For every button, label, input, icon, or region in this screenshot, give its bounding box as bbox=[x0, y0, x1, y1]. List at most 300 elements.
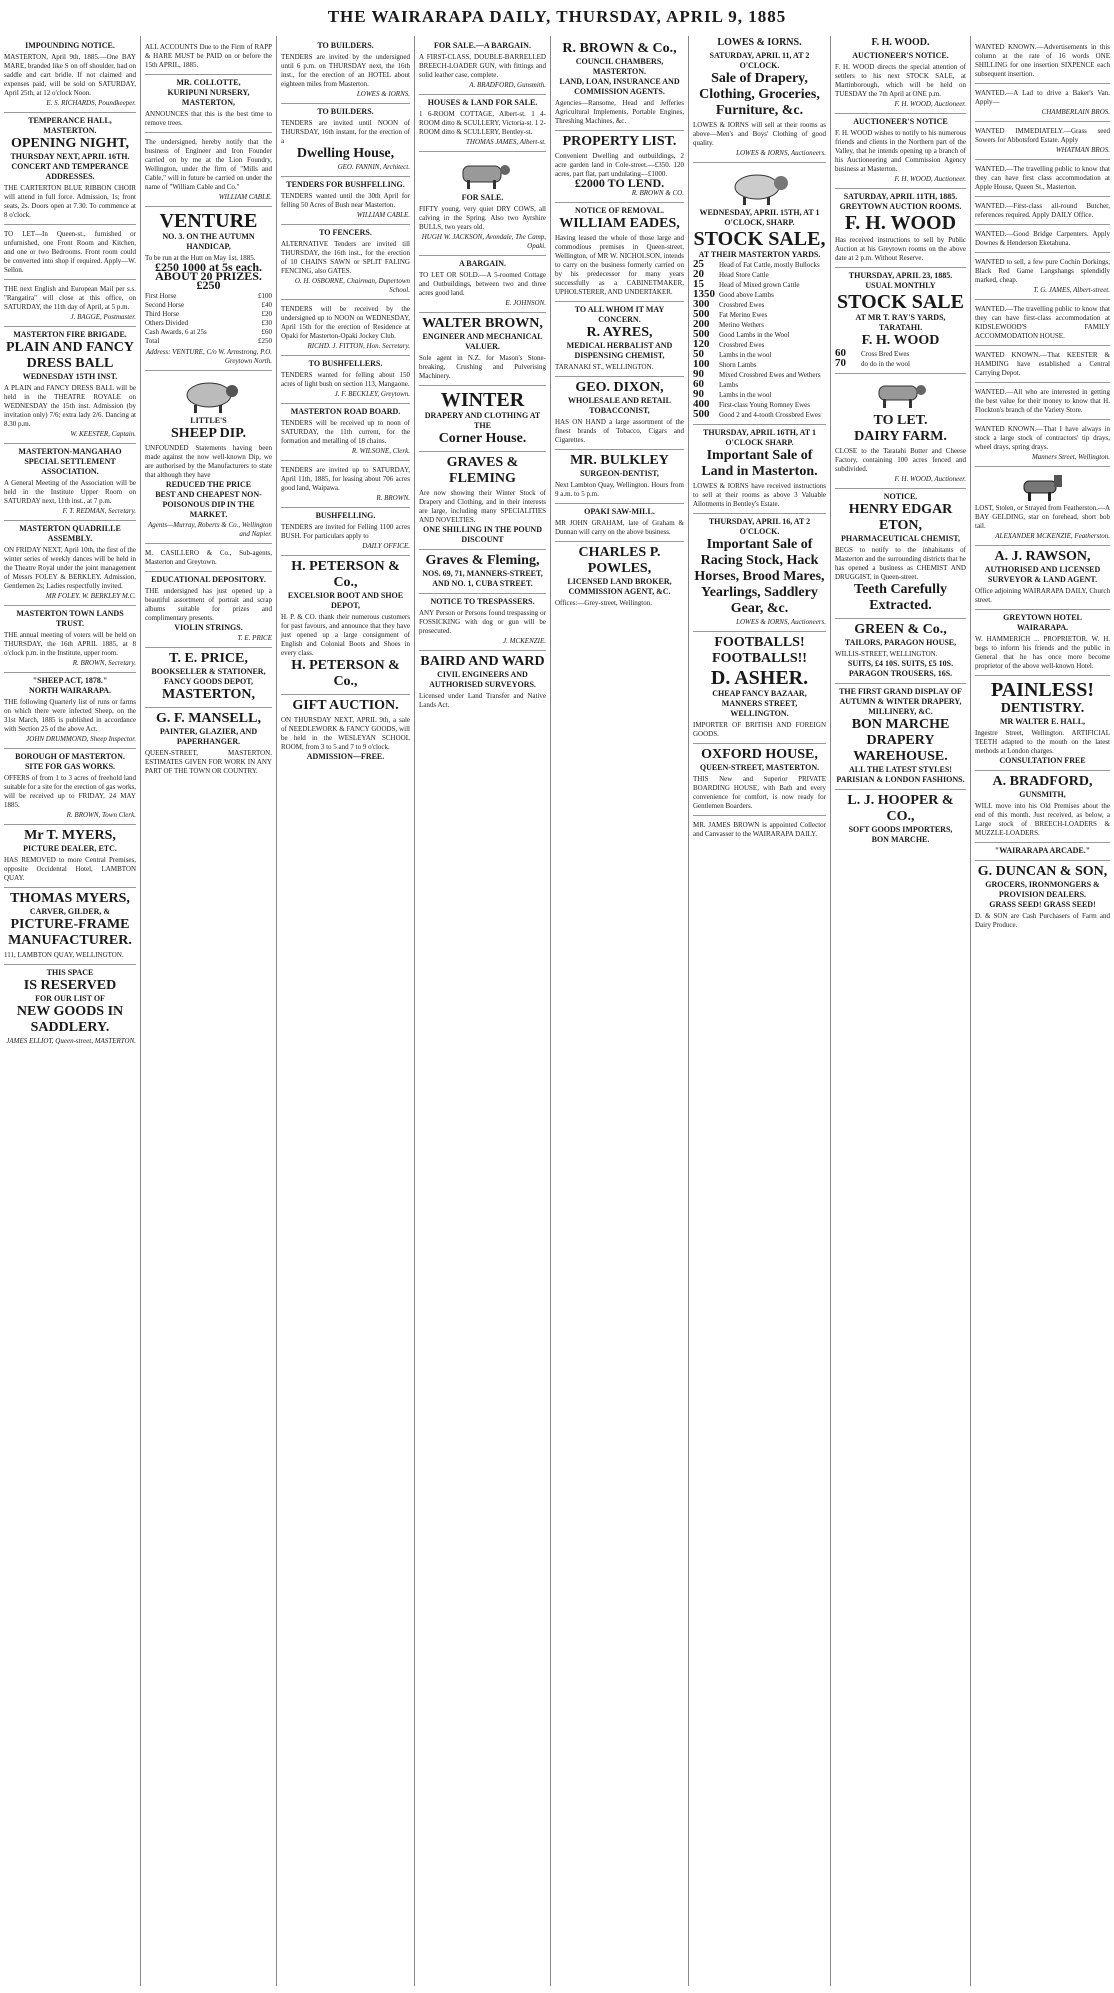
ad-subtitle: TAILORS, PARAGON HOUSE, bbox=[844, 638, 957, 647]
ad-headline: GIFT AUCTION. bbox=[292, 698, 399, 713]
lot-description: Head of Mixed grown Cattle bbox=[719, 281, 800, 289]
lot-quantity: 200 bbox=[693, 318, 710, 330]
ad-title: TEMPERANCE HALL, MASTERTON. bbox=[28, 116, 112, 135]
sheep-illustration-icon bbox=[174, 377, 244, 413]
ad-title: Corner House. bbox=[438, 431, 527, 446]
lot-quantity: 90 bbox=[693, 368, 704, 380]
ad-body: AT MR T. RAY'S YARDS, TARATAHI. bbox=[855, 313, 946, 332]
ad-dentistry bbox=[975, 676, 1110, 771]
lot-description: Head Store Cattle bbox=[719, 271, 769, 279]
ad-body: Agencies—Ransome, Head and Jefferies Agricultural Implements, Portable Engines, Threshing Machines, &c. bbox=[555, 99, 684, 125]
lot-quantity: 120 bbox=[693, 338, 710, 350]
ad-body: Licensed under Land Transfer and Native Lands Act. bbox=[419, 692, 546, 709]
ad-title: HOUSES & LAND FOR SALE. bbox=[427, 98, 538, 107]
ad-impounding bbox=[4, 38, 136, 113]
ad-oxford-house bbox=[693, 744, 826, 816]
ad-subtitle: REDUCED THE PRICE bbox=[165, 480, 252, 489]
ad-road-board bbox=[281, 404, 410, 461]
ad-subtitle: SURGEON-DENTIST, bbox=[580, 469, 659, 478]
ad-body: ALL ACCOUNTS Due to the Firm of RAPP & HARE MUST be PAID on or before the 15th APRIL, 1885. bbox=[145, 43, 272, 69]
ad-body: WANTED KNOWN.—That I have always in stock a large stock of contractors' tip drays, wheel drays, spring drays. bbox=[975, 425, 1110, 451]
ad-title: NOTICE. bbox=[883, 492, 918, 501]
ad-title: TO BUSHFELLERS. bbox=[308, 359, 383, 368]
ad-subtitle: ONE SHILLING IN THE POUND DISCOUNT bbox=[423, 525, 542, 544]
ad-cows-for-sale bbox=[419, 152, 546, 256]
ad-wanted-6 bbox=[975, 225, 1110, 253]
stock-lot bbox=[693, 360, 826, 370]
ad-body: TENDERS are invited until NOON of THURSDAY, 16th instant, for the erection of a bbox=[281, 119, 410, 145]
ad-hooper bbox=[835, 790, 966, 849]
ad-title: THE FIRST GRAND DISPLAY OF AUTUMN & WINTER DRAPERY, MILLINERY, &C. bbox=[839, 687, 962, 716]
ad-body: WANTED IMMEDIATELY.—Grass seed Sowers for Abbotsford Estate. Apply bbox=[975, 127, 1110, 144]
ad-subtitle: ADMISSION—FREE. bbox=[306, 752, 385, 761]
lot-description: Lambs bbox=[719, 381, 739, 389]
ad-body: TENDERS are invited for Felling 1100 acres BUSH. For particulars apply to bbox=[281, 523, 410, 540]
ad-body: Having leased the whole of those large and commodious premises in Queen-street, Wellington, of MR W. NICHOLSON, intends to carry on the business formerly carried on by his predecessor for many years successfully as a CABINETMAKER, UPHOLSTERER, AND UNDERTAKER. bbox=[555, 234, 684, 296]
ad-headline-2: CONCERT AND TEMPERANCE ADDRESSES. bbox=[11, 162, 129, 181]
ad-title: MR. COLLOTTE, bbox=[176, 78, 241, 87]
ad-title: GREYTOWN HOTEL bbox=[1003, 613, 1082, 622]
ad-headline-2: FOOTBALLS!! bbox=[712, 651, 807, 666]
ad-collector bbox=[693, 816, 826, 843]
ad-headline: WALTER BROWN, bbox=[422, 316, 543, 331]
ad-body: THE annual meeting of voters will be held on THURSDAY, the 16th APRIL 1885, at 8 o'clock p.m. in the Institute, upper room. bbox=[4, 631, 136, 657]
ad-signature: T. G. JAMES, Albert-street. bbox=[1033, 286, 1110, 294]
ad-title: MASTERTON-MANGAHAO SPECIAL SETTLEMENT ASSOCIATION. bbox=[18, 447, 122, 476]
ad-body: D. & SON are Cash Purchasers of Farm and Dairy Produce. bbox=[975, 912, 1110, 929]
lot-quantity: 70 bbox=[835, 357, 846, 369]
ad-subtitle: THURSDAY, APRIL 16, AT 2 O'CLOCK. bbox=[708, 517, 811, 536]
ad-ayres bbox=[555, 302, 684, 377]
stock-lot-list bbox=[693, 260, 826, 420]
ad-body: QUEEN-STREET, MASTERTON. ESTIMATES GIVEN FOR WORK IN ANY PART OF THE TOWN OR COUNTRY. bbox=[145, 749, 272, 775]
prize-row: Total £250 bbox=[145, 337, 272, 345]
ad-headline: Graves & Fleming, bbox=[425, 553, 540, 568]
ad-subtitle: WEDNESDAY, APRIL 15TH, AT 1 O'CLOCK, SHARP. bbox=[699, 208, 820, 227]
ad-body: IMPORTER OF BRITISH AND FOREIGN GOODS. bbox=[693, 721, 826, 738]
ad-body: A General Meeting of the Association will be held in the Institute Upper Room on SATURDAY next, 11th inst., at 7 p.m. bbox=[4, 479, 136, 505]
ad-signature: THOMAS JAMES, Albert-st. bbox=[466, 138, 546, 146]
ad-headline: HENRY EDGAR ETON, bbox=[848, 502, 953, 533]
lot-description: Crossbred Ewes bbox=[719, 301, 765, 309]
column-3 bbox=[276, 36, 414, 1986]
ad-gun-bargain bbox=[419, 38, 546, 95]
ad-subtitle: CIVIL ENGINEERS AND AUTHORISED SURVEYORS. bbox=[429, 670, 536, 689]
column-header: F. H. WOOD. bbox=[871, 37, 930, 48]
ad-headline: Important Sale of Land in Masterton. bbox=[701, 448, 818, 479]
lot-quantity: 1350 bbox=[693, 288, 715, 300]
ad-headline: R. BROWN & Co., bbox=[562, 41, 677, 56]
ad-wanted-3 bbox=[975, 122, 1110, 160]
ad-bushfellers bbox=[281, 356, 410, 404]
ad-subtitle: GROCERS, IRONMONGERS & PROVISION DEALERS. bbox=[985, 880, 1100, 899]
ad-green-tailors bbox=[835, 619, 966, 684]
ad-body: WILLIS-STREET, WELLINGTON. bbox=[835, 650, 938, 658]
ad-builders-2 bbox=[281, 104, 410, 177]
ad-body: To be run at the Hutt on May 1st, 1885. bbox=[145, 254, 256, 262]
ad-signature: R. BROWN, Town Clerk. bbox=[66, 811, 136, 819]
ad-headline: WINTER bbox=[440, 389, 525, 411]
ad-quadrille bbox=[4, 521, 136, 606]
ad-cottage-bargain bbox=[419, 256, 546, 313]
lot-description: Good above Lambs bbox=[719, 291, 774, 299]
stock-lot bbox=[693, 260, 826, 270]
ad-body: WILL move into his Old Premises about the end of this month. Just received, as below, a Large stock of BREECH-LOADERS & MUZZLE-LOADERS. bbox=[975, 802, 1110, 837]
ad-body: BON MARCHE. bbox=[871, 835, 930, 844]
ad-body: M. CASILLERO & Co., Sub-agents, Masterton and Greytown. bbox=[145, 549, 272, 566]
ad-dairy-farm bbox=[835, 374, 966, 489]
ad-fencers bbox=[281, 225, 410, 300]
ad-signature: T. E. PRICE bbox=[237, 634, 272, 642]
prize-row: Others Divided £30 bbox=[145, 319, 272, 327]
ad-powles bbox=[555, 542, 684, 612]
stock-lot bbox=[693, 300, 826, 310]
lot-quantity: 15 bbox=[693, 278, 704, 290]
stock-lot bbox=[835, 349, 966, 359]
column-8 bbox=[970, 36, 1114, 1986]
stock-lot bbox=[693, 270, 826, 280]
ad-headline: Mr T. MYERS, bbox=[24, 828, 116, 843]
ad-title: LITTLE'S bbox=[190, 416, 227, 425]
ad-title: USUAL MONTHLY bbox=[865, 281, 936, 290]
ad-body: A FIRST-CLASS, DOUBLE-BARRELLED BREECH-LOADER GUN, with fittings and solid leather case, complete. bbox=[419, 53, 546, 79]
ad-peterson bbox=[281, 556, 410, 695]
lot-quantity: 60 bbox=[693, 378, 704, 390]
ad-graves-fleming bbox=[419, 452, 546, 550]
ad-price: £250 1000 at 5s each. ABOUT 20 PRIZES. £250 bbox=[155, 260, 262, 292]
ad-headline: BAIRD AND WARD bbox=[420, 654, 545, 669]
ad-wanted-4 bbox=[975, 160, 1110, 197]
ad-body: WANTED KNOWN.—Advertisements in this column at the rate of 16 words ONE SHILLING for one insertion SIXPENCE each subsequent insertion. bbox=[975, 43, 1110, 78]
ad-mansell bbox=[145, 708, 272, 780]
ad-signature: JAMES ELLIOT, Queen-street, MASTERTON. bbox=[6, 1037, 136, 1045]
ad-body: Offices:—Grey-street, Wellington. bbox=[555, 599, 652, 607]
stock-lot bbox=[693, 380, 826, 390]
ad-title: FOR SALE. bbox=[461, 193, 504, 202]
ad-signature: E. JOHNSON. bbox=[505, 299, 546, 307]
ad-body: Next Lambton Quay, Wellington. Hours from 9 a.m. to 5 p.m. bbox=[555, 481, 684, 498]
stock-lot bbox=[693, 410, 826, 420]
ad-signature: R. WILSONE, Clerk. bbox=[351, 447, 410, 455]
ad-sheep-dip bbox=[145, 371, 272, 544]
ad-title: "SHEEP ACT, 1878." bbox=[32, 676, 108, 685]
stock-lot-list bbox=[835, 349, 966, 369]
ad-body: The undersigned, hereby notify that the business of Engineer and Iron Founder carried on by me at the Lion Foundry, Wellington, under the firm of "Mills and Cable," will in future be carried on under the name of "William Cable and Co." bbox=[145, 138, 272, 191]
ad-venture bbox=[145, 207, 272, 371]
lot-quantity: 500 bbox=[693, 328, 710, 340]
ad-body: Ingestre Street, Wellington. ARTIFICIAL TEETH adapted to the mouth on the latest methods at London charges. bbox=[975, 729, 1110, 755]
ad-headline: L. J. HOOPER & CO., bbox=[847, 793, 954, 824]
ad-title: FOR SALE.—A BARGAIN. bbox=[434, 41, 531, 50]
ad-consultation: CONSULTATION FREE bbox=[999, 756, 1086, 765]
ad-wanted-9 bbox=[975, 346, 1110, 383]
ad-body: TENDERS wanted for felling about 150 acres of light bush on section 113, Mangaone. bbox=[281, 371, 410, 388]
prize-row: First Horse £100 bbox=[145, 292, 272, 300]
ad-subtitle: PHARMACEUTICAL CHEMIST, bbox=[841, 534, 960, 543]
ad-signature: ALEXANDER MCKENZIE, Featherston. bbox=[995, 532, 1110, 540]
ad-headline: G. DUNCAN & SON, bbox=[977, 864, 1108, 879]
ad-signature: LOWES & IORNS, Auctioneers. bbox=[736, 149, 826, 157]
column-1 bbox=[0, 36, 140, 1986]
ad-myers bbox=[4, 825, 136, 888]
ad-title: TO BUILDERS. bbox=[317, 41, 374, 50]
ad-body: ON THURSDAY NEXT, APRIL 9th, a sale of NEEDLEWORK & FANCY GOODS, will be held in the WESLEYAN SCHOOL ROOM, from 3 to 5 and 7 to 9 o'clock. bbox=[281, 716, 410, 751]
column-header: LOWES & IORNS. bbox=[717, 37, 802, 48]
ad-signature: Agents—Murray, Roberts & Co., Wellington and Napier. bbox=[148, 521, 272, 538]
ad-signature: E. S. RICHARDS, Poundkeeper. bbox=[46, 99, 136, 107]
ad-subtitle: THURSDAY, APRIL 23, 1885. bbox=[848, 271, 953, 280]
ad-signature: GEO. FANNIN, Architect. bbox=[337, 163, 410, 171]
ad-title: FANCY GOODS DEPOT, bbox=[164, 677, 253, 686]
ad-signature: F. T. REDMAN, Secretary. bbox=[62, 507, 136, 515]
ad-body: THE CARTERTON BLUE RIBBON CHOIR will attend in full force. Admission, 1s; front seats, 2s. Doors open at 7.30. To commence at 8 o'clock. bbox=[4, 184, 136, 219]
lot-description: Shorn Lambs bbox=[719, 361, 757, 369]
column-5 bbox=[550, 36, 688, 1986]
ad-body: ALTERNATIVE Tenders are invited till THURSDAY, the 16th inst., for the erection of 10 CHAINS SAWN or SPLIT FALING FENCING, also GATES. bbox=[281, 240, 410, 275]
ad-subtitle: ENGINEER AND MECHANICAL VALUER. bbox=[422, 332, 543, 351]
ad-monthly-stock-sale bbox=[835, 268, 966, 374]
stock-lot bbox=[693, 330, 826, 340]
ad-title: MASTERTON TOWN LANDS TRUST. bbox=[16, 609, 124, 628]
ad-body: ON FRIDAY NEXT, April 10th, the first of the winter series of weekly dances will be held in the Theatre Royal under the joint management of Messrs FOLEY & BERKLEY. Admission, Gentlemen 2s; Ladies respectfully invited. bbox=[4, 546, 136, 590]
ad-headline: PLAIN AND FANCY DRESS BALL bbox=[5, 340, 135, 371]
ad-body: TO LET OR SOLD.—A 5-roomed Cottage and Outbuildings, between two and three acres good land. bbox=[419, 271, 546, 297]
ad-accounts bbox=[145, 38, 272, 75]
ad-subtitle: AUTHORISED AND LICENSED SURVEYOR & LAND AGENT. bbox=[984, 565, 1101, 584]
ad-settlement bbox=[4, 444, 136, 521]
ad-headline: OXFORD HOUSE, bbox=[701, 747, 818, 762]
ad-body: TENDERS will be received up to noon of SATURDAY, the 11th current, for the formation and metalling of 18 chains. bbox=[281, 419, 410, 445]
ad-body: PARISIAN & LONDON FASHIONS. bbox=[836, 775, 965, 784]
ad-signature: J. BAGGE, Postmaster. bbox=[70, 313, 136, 321]
ad-title: TO ALL WHOM IT MAY CONCERN. bbox=[574, 305, 665, 324]
ad-headline-2: MASTERTON, bbox=[162, 687, 255, 702]
ad-footballs bbox=[693, 632, 826, 744]
ad-body: ANNOUNCES that this is the best time to remove trees. bbox=[145, 110, 272, 127]
column-4 bbox=[414, 36, 550, 1986]
ad-price: £2000 TO LEND. bbox=[574, 176, 665, 190]
ad-title: NOTICE TO TRESPASSERS. bbox=[430, 597, 535, 606]
cow-illustration-icon bbox=[871, 380, 931, 410]
lot-description: Cross Bred Ewes bbox=[861, 350, 910, 358]
ad-title: MASTERTON ROAD BOARD. bbox=[290, 407, 401, 416]
ad-subtitle: MEDICAL HERBALIST AND DISPENSING CHEMIST, bbox=[566, 341, 673, 360]
ad-eton-chemist bbox=[835, 489, 966, 619]
ad-headline-2: NEW GOODS IN SADDLERY. bbox=[16, 1004, 124, 1035]
ad-body: TENDERS are invited by the undersigned until 6 p.m. on THURSDAY next, the 16th inst., for the erection of an HOTEL about eighteen miles from Masterton. bbox=[281, 53, 410, 88]
ad-body: OFFERS of from 1 to 3 acres of freehold land suitable for a site for the erection of gas works, will be received up to FRIDAY, 24 MAY 1885. bbox=[4, 774, 136, 809]
ad-body: TENDERS wanted until the 30th April for felling 50 Acres of Bush near Masterton. bbox=[281, 192, 410, 209]
ad-body: F. H. WOOD directs the special attention of settlers to his next STOCK SALE, at Martinborough, which will be held on TUESDAY the 7th April at ONE p.m. bbox=[835, 63, 966, 98]
ad-headline: SHEEP DIP. bbox=[171, 426, 246, 441]
ad-headline: Sale of Drapery, Clothing, Groceries, Furniture, &c. bbox=[699, 71, 820, 118]
lot-quantity: 500 bbox=[693, 308, 710, 320]
ad-headline: Important Sale of Racing Stock, Hack Horses, Brood Mares, Yearlings, Saddlery Gear, &c. bbox=[694, 537, 825, 616]
ad-subtitle: PAINTER, GLAZIER, AND PAPERHANGER. bbox=[159, 727, 258, 746]
ad-title: AUCTIONEER'S NOTICE bbox=[853, 117, 948, 126]
ad-signature: O. H. OSBORNE, Chairman, Dupertown School. bbox=[294, 277, 410, 294]
ad-body: WANTED.—The travelling public to know that they can have first-class accommodation at KIDSLEWOOD'S FAMILY ACCOMMODATION HOUSE. bbox=[975, 305, 1110, 340]
ad-title: MASTERTON FIRE BRIGADE. bbox=[13, 330, 127, 339]
ad-title: LAND, LOAN, INSURANCE AND COMMISSION AGENTS. bbox=[559, 77, 680, 96]
ad-signature: WHATMAN BROS. bbox=[1055, 146, 1110, 154]
ad-body: MR JOHN GRAHAM, late of Graham & Dunnan will carry on the above business. bbox=[555, 519, 684, 536]
column-6 bbox=[688, 36, 830, 1986]
ad-price: SUITS, £4 10S. SUITS, £5 10S. bbox=[847, 659, 954, 668]
ad-title: TENDERS FOR BUSHFELLING. bbox=[286, 180, 405, 189]
ad-body: THE following Quarterly list of runs or farms on which there were infected Sheep, on the 31st March, 1885 is published in accordance with Section 25 of the above Act. bbox=[4, 698, 136, 733]
ad-title: GRASS SEED! GRASS SEED! bbox=[989, 900, 1096, 909]
lot-description: Merino Wethers bbox=[719, 321, 764, 329]
ad-subtitle: NO. 3. ON THE AUTUMN HANDICAP, bbox=[162, 232, 255, 251]
ad-drapery-sale bbox=[693, 48, 826, 163]
ad-signature: LOWES & IORNS, Auctioneers. bbox=[736, 618, 826, 626]
ad-title: IMPOUNDING NOTICE. bbox=[25, 41, 115, 50]
lot-quantity: 60 bbox=[835, 347, 846, 359]
ad-signature: WILLIAM CABLE. bbox=[356, 211, 410, 219]
prize-row: Second Horse £40 bbox=[145, 301, 272, 309]
ad-body: MR. JAMES BROWN is appointed Collector and Canvasser to the WAIRARAPA DAILY. bbox=[693, 821, 826, 838]
stock-lot bbox=[693, 310, 826, 320]
ad-jockey-club bbox=[281, 300, 410, 356]
ad-subtitle: MR WALTER E. HALL, bbox=[999, 717, 1086, 726]
stock-lot bbox=[693, 390, 826, 400]
ad-body: 1 6-ROOM COTTAGE, Albert-st. 1 4-ROOM ditto & SCULLERY, Victoria-st. 1 2-ROOM ditto & SCULLERY, Bentley-st. bbox=[419, 110, 546, 136]
ad-lost-horse bbox=[975, 467, 1110, 546]
ad-headline: T. E. PRICE, bbox=[169, 651, 248, 666]
ad-body: H. P. & CO. thank their numerous customers for past favours, and announce that they have just opened up a large consignment of English and Colonial Boots and Shoes in every class. bbox=[281, 613, 410, 657]
lot-quantity: 50 bbox=[693, 348, 704, 360]
ad-headline: FOOTBALLS! bbox=[714, 635, 805, 650]
ad-signature: HUGH W. JACKSON, Avondale, The Camp, Opaki. bbox=[421, 233, 546, 250]
ad-title: OPAKI SAW-MILL. bbox=[584, 507, 655, 516]
ad-subtitle: WEDNESDAY 15TH INST. bbox=[22, 372, 118, 381]
ad-subtitle: VIOLIN STRINGS. bbox=[174, 623, 243, 632]
lot-description: Good 2 and 4-tooth Crossbred Ewes bbox=[719, 411, 821, 419]
lot-quantity: 400 bbox=[693, 398, 710, 410]
ad-foundry bbox=[145, 133, 272, 207]
ad-title: D. ASHER. bbox=[710, 667, 809, 689]
ad-signature: J. F. BECKLEY, Greytown. bbox=[334, 390, 410, 398]
ad-title: "WAIRARAPA ARCADE." bbox=[994, 846, 1091, 855]
ad-body: THE next English and European Mail per s.s. "Rangatira" will close at this office, on SATURDAY, the 11th day of April, at 5 p.m. bbox=[4, 285, 136, 311]
ad-body: MASTERTON, April 9th, 1885.—One BAY MARE, branded like S on off shoulder, had on saddle and cart bridle. If not claimed and expenses paid, will be sold on SATURDAY, April 25th, at 12 o'clock Noon. bbox=[4, 53, 136, 97]
ad-body: WANTED KNOWN.—That KEESTER & HAMDING have established a Central Carrying Depot. bbox=[975, 351, 1110, 377]
ad-signature: Address: VENTURE, C/o W. Armstrong, P.O. Greytown North. bbox=[145, 348, 272, 365]
ad-body: WANTED.—All who are interested in getting the best value for their money to know that H. Flockton's branch of the Variety Store. bbox=[975, 388, 1110, 414]
lot-description: Good Lambs in the Wool bbox=[719, 331, 790, 339]
ad-fire-brigade bbox=[4, 327, 136, 444]
ad-winter-drapery bbox=[419, 386, 546, 452]
ram-illustration-icon bbox=[725, 169, 795, 205]
ad-headline: F. H. WOOD bbox=[844, 212, 957, 234]
ad-signature: CHAMBERLAIN BROS. bbox=[1041, 108, 1110, 116]
ad-auctioneer-notice bbox=[835, 48, 966, 114]
ad-body: THE undersigned has just opened up a beautiful assortment of portrait and scrap albums suitable for prizes and complimentary presents. bbox=[145, 587, 272, 622]
ad-subtitle: WHOLESALE AND RETAIL TOBACCONIST, bbox=[568, 396, 671, 415]
ad-headline-2: BEST AND CHEAPEST NON-POISONOUS DIP IN THE MARKET. bbox=[155, 490, 262, 519]
ad-subtitle: COUNCIL CHAMBERS, MASTERTON. bbox=[575, 57, 664, 76]
ad-signature: F. H. WOOD, Auctioneer. bbox=[894, 100, 966, 108]
ad-wanted-2 bbox=[975, 84, 1110, 122]
ad-headline: GREEN & Co., bbox=[854, 622, 947, 637]
ad-headline: THOMAS MYERS, bbox=[10, 891, 130, 906]
ad-body: TO LET—In Queen-st., furnished or unfurnished, one Front Room and Kitchen, and one or two Bedrooms. Front room could be converted into shop if required. Apply—W. Sellon. bbox=[4, 230, 136, 274]
ad-body: TENDERS will be received by the undersigned up to NOON on WEDNESDAY, April 15th for the erection of Residence at Opaki for Masterton-Opaki Jockey Club. bbox=[281, 305, 410, 340]
lot-description: Lambs in the wool bbox=[719, 391, 772, 399]
ad-subtitle: SATURDAY, APRIL 11TH, 1885. bbox=[843, 192, 958, 201]
ad-teeth: Teeth Carefully Extracted. bbox=[854, 582, 947, 613]
ad-body: TENDERS are invited up to SATURDAY, April 11th, 1885, for leasing about 706 acres good land, Waipawa. bbox=[281, 466, 410, 492]
ad-temperance bbox=[4, 113, 136, 225]
lot-quantity: 300 bbox=[693, 298, 710, 310]
ad-headline: BON MARCHE DRAPERY WAREHOUSE. bbox=[851, 717, 950, 764]
ad-subtitle: WAIRARAPA. bbox=[1016, 623, 1069, 632]
ad-headline: R. AYRES, bbox=[586, 325, 653, 340]
ad-headline: OPENING NIGHT, bbox=[11, 136, 129, 151]
ad-signature: JOHN DRUMMOND, Sheep Inspector. bbox=[26, 735, 136, 743]
ad-body: HAS REMOVED to more Central Premises, opposite Occidental Hotel, LAMBTON QUAY. bbox=[4, 856, 136, 882]
ad-builders bbox=[281, 38, 410, 104]
ad-baird-ward bbox=[419, 651, 546, 714]
ad-body: WANTED to sell, a few pure Cochin Dorkings, Black Red Game Langshangs splendidly marked, cheap. bbox=[975, 258, 1110, 284]
lot-description: Mixed Crossbred Ewes and Wethers bbox=[719, 371, 821, 379]
lot-description: Crossbred Ewes bbox=[719, 341, 765, 349]
lot-description: Fat Merino Ewes bbox=[719, 311, 768, 319]
ad-body: WANTED.—Good Bridge Carpenters. Apply Downes & Henderson Eketahuna. bbox=[975, 230, 1110, 247]
ad-signature: F. H. WOOD, Auctioneer. bbox=[894, 175, 966, 183]
ad-greytown-hotel bbox=[975, 610, 1110, 676]
ad-body: W. HAMMERICH ... PROPRIETOR. W. H. begs to inform his friends and the public in General that he has once more become proprietor of the above well-known Hotel. bbox=[975, 635, 1110, 670]
ad-body: CLOSE to the Taratahi Butter and Cheese Factory, containing 100 acres fenced and subdivided. bbox=[835, 447, 966, 473]
ad-price-bookseller bbox=[145, 648, 272, 708]
ad-walter-brown bbox=[419, 313, 546, 386]
ad-body: A PLAIN and FANCY DRESS BALL will be held in the THEATRE ROYALE on WEDNESDAY the 15th inst. Admission (by invitation only) 7/6; extra lady 2/6. Dancing at 8.30 p.m. bbox=[4, 384, 136, 428]
ad-headline: DENTISTRY. bbox=[1000, 701, 1085, 716]
stock-lot bbox=[835, 359, 966, 369]
lot-description: Head of Fat Cattle, mostly Bullocks bbox=[719, 261, 820, 269]
ad-myers-frames bbox=[4, 888, 136, 965]
ad-body: 111, LAMBTON QUAY, WELLINGTON. bbox=[4, 951, 124, 959]
ad-lease bbox=[281, 461, 410, 508]
ad-wanted-5 bbox=[975, 197, 1110, 225]
ad-headline: Dwelling House, bbox=[296, 146, 395, 161]
ad-subtitle: SATURDAY, APRIL 11, AT 2 O'CLOCK. bbox=[709, 51, 810, 70]
ad-headline-2: DAIRY FARM. bbox=[854, 429, 947, 444]
ad-r-brown bbox=[555, 38, 684, 131]
ad-body: LOWES & IORNS will sell at their rooms as above—Men's and Boys' Clothing of good quality. bbox=[693, 121, 826, 147]
ad-subtitle: CARVER, GILDER, & bbox=[29, 907, 111, 916]
ad-wanted-10 bbox=[975, 383, 1110, 420]
ad-depository bbox=[145, 572, 272, 648]
ad-mail bbox=[4, 280, 136, 327]
ad-body: Convenient Dwelling and outbuildings, 2 acre garden land in Cole-street.—£350. 120 acres, part flat, part undulating—£1000. bbox=[555, 152, 684, 178]
ad-subtitle: NORTH WAIRARAPA. bbox=[28, 686, 112, 695]
ad-signature: LOWES & IORNS. bbox=[356, 90, 410, 98]
ad-subtitle: QUEEN-STREET, MASTERTON. bbox=[699, 763, 820, 772]
ad-title: EDUCATIONAL DEPOSITORY. bbox=[151, 575, 266, 584]
ad-subtitle: FOR OUR LIST OF bbox=[35, 994, 105, 1003]
ad-headline-2: PICTURE-FRAME MANUFACTURER. bbox=[8, 917, 132, 948]
ad-subtitle: CHEAP FANCY BAZAAR, MANNERS STREET, WELLINGTON. bbox=[712, 689, 807, 718]
ad-graves-fleming-address bbox=[419, 550, 546, 594]
ad-auctioneer-notice-2 bbox=[835, 114, 966, 189]
prize-list bbox=[145, 292, 272, 346]
prize-row: Cash Awards, 6 at 25s £60 bbox=[145, 328, 272, 336]
ad-sheep-act bbox=[4, 673, 136, 749]
lot-description: do do in the wool bbox=[861, 360, 910, 368]
ad-subtitle: ALL THE LATEST STYLES! bbox=[849, 765, 952, 774]
